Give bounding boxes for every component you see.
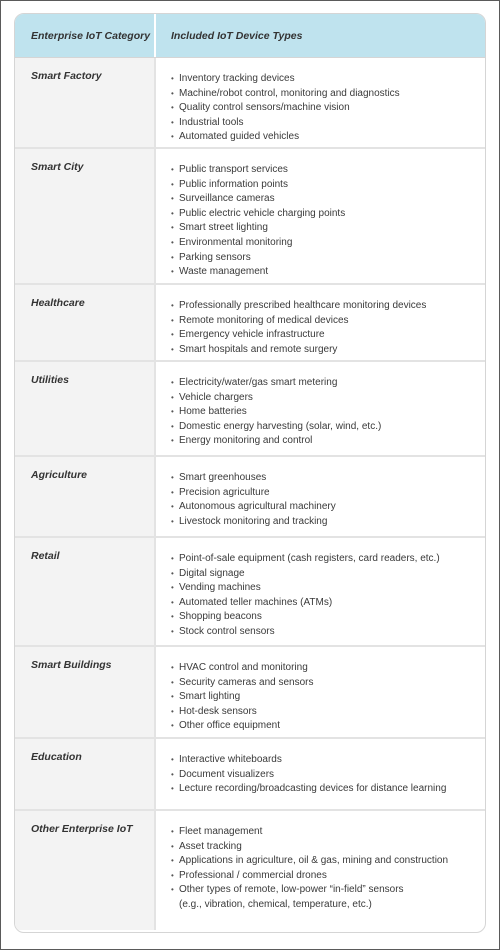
- device-types-cell: [156, 362, 485, 455]
- list-item: • Machine/robot control, monitoring and diagnostics: [171, 87, 479, 102]
- list-item: • Surveillance cameras: [171, 192, 479, 207]
- header-device-types: Included IoT Device Types: [171, 29, 303, 42]
- list-item: • Parking sensors: [171, 251, 479, 266]
- list-item: • Fleet management: [171, 825, 479, 840]
- list-item: • Interactive whiteboards: [171, 753, 479, 768]
- list-item: • Stock control sensors: [171, 625, 479, 640]
- table-header: [15, 14, 485, 58]
- list-item: • Lecture recording/broadcasting devices for distance learning: [171, 782, 479, 797]
- category-cell: Smart City: [15, 149, 156, 283]
- list-item: • Environmental monitoring: [171, 236, 479, 251]
- list-item: • Other office equipment: [171, 719, 479, 734]
- table-body: [15, 58, 485, 930]
- list-item: • Automated guided vehicles: [171, 130, 479, 145]
- category-cell: Smart Factory: [15, 58, 156, 147]
- device-list: [171, 661, 479, 734]
- device-types-cell: [156, 538, 485, 645]
- header-category: Enterprise IoT Category: [15, 14, 156, 57]
- list-item: • Autonomous agricultural machinery: [171, 500, 479, 515]
- table-row: [15, 285, 485, 362]
- list-item: • Quality control sensors/machine vision: [171, 101, 479, 116]
- list-item: • Automated teller machines (ATMs): [171, 596, 479, 611]
- list-item: • Point-of-sale equipment (cash registers, card readers, etc.): [171, 552, 479, 567]
- device-types-cell: [156, 285, 485, 360]
- list-item: • Smart lighting: [171, 690, 479, 705]
- table-row: [15, 457, 485, 538]
- category-cell: Education: [15, 739, 156, 809]
- list-item: • Public information points: [171, 178, 479, 193]
- category-cell: Healthcare: [15, 285, 156, 360]
- iot-category-table: [14, 13, 486, 933]
- table-row: [15, 149, 485, 285]
- device-list: [171, 376, 479, 449]
- list-item: • Precision agriculture: [171, 486, 479, 501]
- list-item: • Home batteries: [171, 405, 479, 420]
- list-item: • Hot-desk sensors: [171, 705, 479, 720]
- list-item: • Security cameras and sensors: [171, 676, 479, 691]
- list-item: • Waste management: [171, 265, 479, 280]
- list-item: • Domestic energy harvesting (solar, wind, etc.): [171, 420, 479, 435]
- list-item: • Digital signage: [171, 567, 479, 582]
- device-list: [171, 552, 479, 640]
- device-list: [171, 825, 479, 913]
- list-item: • Other types of remote, low-power “in-field” sensors: [171, 883, 479, 898]
- list-item: • Smart street lighting: [171, 221, 479, 236]
- list-item: • Energy monitoring and control: [171, 434, 479, 449]
- list-item: • HVAC control and monitoring: [171, 661, 479, 676]
- table-row: [15, 739, 485, 811]
- device-types-cell: [156, 457, 485, 536]
- list-item: • Professional / commercial drones: [171, 869, 479, 884]
- list-item: • Professionally prescribed healthcare monitoring devices: [171, 299, 479, 314]
- table-row: [15, 538, 485, 647]
- list-item: • Livestock monitoring and tracking: [171, 515, 479, 530]
- list-item: • Remote monitoring of medical devices: [171, 314, 479, 329]
- list-item: • Emergency vehicle infrastructure: [171, 328, 479, 343]
- list-item: • Smart greenhouses: [171, 471, 479, 486]
- device-list: [171, 72, 479, 145]
- list-item: • Asset tracking: [171, 840, 479, 855]
- device-list: [171, 163, 479, 280]
- table-row: [15, 647, 485, 739]
- table-row: [15, 362, 485, 457]
- list-item: • Industrial tools: [171, 116, 479, 131]
- list-item: • Applications in agriculture, oil & gas, mining and construction: [171, 854, 479, 869]
- device-list: [171, 299, 479, 357]
- list-item: • Inventory tracking devices: [171, 72, 479, 87]
- list-item: • Vehicle chargers: [171, 391, 479, 406]
- category-cell: Agriculture: [15, 457, 156, 536]
- list-item: • Vending machines: [171, 581, 479, 596]
- device-types-cell: [156, 811, 485, 930]
- list-item: • Public transport services: [171, 163, 479, 178]
- device-list: [171, 471, 479, 529]
- device-list: [171, 753, 479, 797]
- device-types-cell: [156, 58, 485, 147]
- list-item: • Smart hospitals and remote surgery: [171, 343, 479, 358]
- list-item: • Shopping beacons: [171, 610, 479, 625]
- table-row: [15, 811, 485, 930]
- category-cell: Other Enterprise IoT: [15, 811, 156, 930]
- list-item: • Document visualizers: [171, 768, 479, 783]
- device-types-cell: [156, 647, 485, 737]
- category-cell: Smart Buildings: [15, 647, 156, 737]
- category-cell: Retail: [15, 538, 156, 645]
- list-item: • Electricity/water/gas smart metering: [171, 376, 479, 391]
- device-types-cell: [156, 149, 485, 283]
- list-item: • Public electric vehicle charging points: [171, 207, 479, 222]
- table-row: [15, 58, 485, 149]
- category-cell: Utilities: [15, 362, 156, 455]
- device-types-cell: [156, 739, 485, 809]
- list-item-continuation: (e.g., vibration, chemical, temperature, etc.): [179, 898, 372, 910]
